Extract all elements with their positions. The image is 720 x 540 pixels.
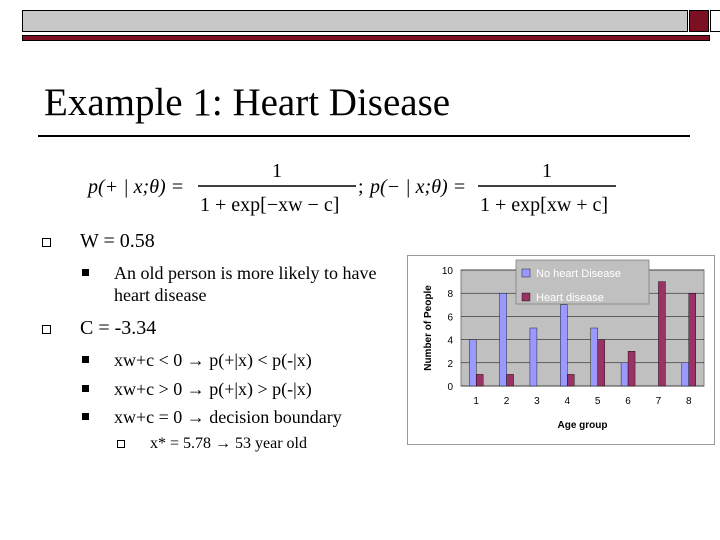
legend-label-no-heart-disease: No heart Disease: [536, 268, 621, 280]
bar-no-heart-disease: [591, 328, 598, 386]
slide-title: Example 1: Heart Disease: [44, 81, 451, 124]
formula-separator: ;: [358, 176, 364, 198]
slide-header-bar: [22, 10, 710, 40]
formula-right-lhs: p(− | x;θ) =: [370, 176, 467, 198]
header-empty-square: [710, 10, 720, 32]
x-tick-label: 8: [686, 396, 692, 407]
bullet-c: C = -3.34: [80, 317, 157, 339]
bullet-hollow-square-icon: [42, 325, 51, 334]
x-tick-label: 4: [564, 396, 571, 407]
bar-heart-disease: [658, 282, 665, 386]
x-axis-label: Age group: [557, 420, 608, 431]
legend-swatch-heart-disease: [522, 293, 530, 301]
formula-left-numerator: 1: [272, 160, 282, 182]
legend-label-heart-disease: Heart disease: [536, 292, 604, 304]
bar-heart-disease: [507, 374, 514, 386]
formula-right-denominator: 1 + exp[xw + c]: [480, 194, 609, 216]
bullet-greater-than: xw+c > 0 → p(+|x) > p(-|x): [114, 379, 312, 399]
bar-heart-disease: [689, 293, 696, 386]
bar-heart-disease: [628, 351, 635, 386]
header-accent-square: [689, 10, 709, 32]
bullet-filled-square-icon: [82, 413, 89, 420]
bullet-hollow-square-icon: [117, 440, 125, 448]
bullet-filled-square-icon: [82, 356, 89, 363]
y-tick-label: 10: [441, 266, 453, 277]
bar-heart-disease: [598, 340, 605, 386]
bar-heart-disease: [567, 374, 574, 386]
y-tick-label: 6: [447, 312, 453, 324]
bar-no-heart-disease: [621, 363, 628, 386]
y-tick-label: 4: [447, 335, 453, 347]
y-axis-label: Number of People: [423, 285, 434, 371]
header-strip: [22, 10, 688, 32]
logistic-formula: [86, 155, 626, 225]
bar-heart-disease: [476, 374, 483, 386]
x-tick-label: 6: [625, 396, 631, 407]
x-tick-label: 1: [473, 396, 479, 407]
y-tick-label: 8: [447, 289, 453, 301]
bar-no-heart-disease: [682, 363, 689, 386]
x-tick-label: 3: [534, 396, 540, 407]
bullet-less-than: xw+c < 0 → p(+|x) < p(-|x): [114, 350, 312, 370]
bullet-hollow-square-icon: [42, 238, 51, 247]
y-tick-label: 0: [447, 382, 453, 393]
bar-no-heart-disease: [560, 305, 567, 386]
legend-swatch-no-heart-disease: [522, 269, 530, 277]
x-tick-label: 2: [503, 396, 510, 407]
title-underline: [38, 135, 690, 137]
bullet-old-person: An old person is more likely to have heart disease: [114, 263, 377, 305]
formula-left-denominator: 1 + exp[−xw − c]: [200, 194, 340, 216]
bar-no-heart-disease: [530, 328, 537, 386]
bullet-filled-square-icon: [82, 385, 89, 392]
bar-no-heart-disease: [500, 293, 507, 386]
bullet-w: W = 0.58: [80, 230, 155, 252]
y-tick-label: 2: [447, 358, 453, 370]
formula-right-numerator: 1: [542, 160, 552, 182]
header-rule: [22, 35, 710, 41]
bullet-equals: xw+c = 0 → decision boundary: [114, 407, 342, 427]
x-tick-label: 5: [594, 396, 601, 407]
bar-chart: [408, 256, 714, 444]
bullet-filled-square-icon: [82, 269, 89, 276]
bar-no-heart-disease: [469, 340, 476, 386]
formula-left-lhs: p(+ | x;θ) =: [88, 176, 185, 198]
chart-frame: [407, 255, 715, 445]
x-tick-label: 7: [655, 396, 662, 407]
bullet-decision-point: x* = 5.78 → 53 year old: [150, 435, 307, 452]
